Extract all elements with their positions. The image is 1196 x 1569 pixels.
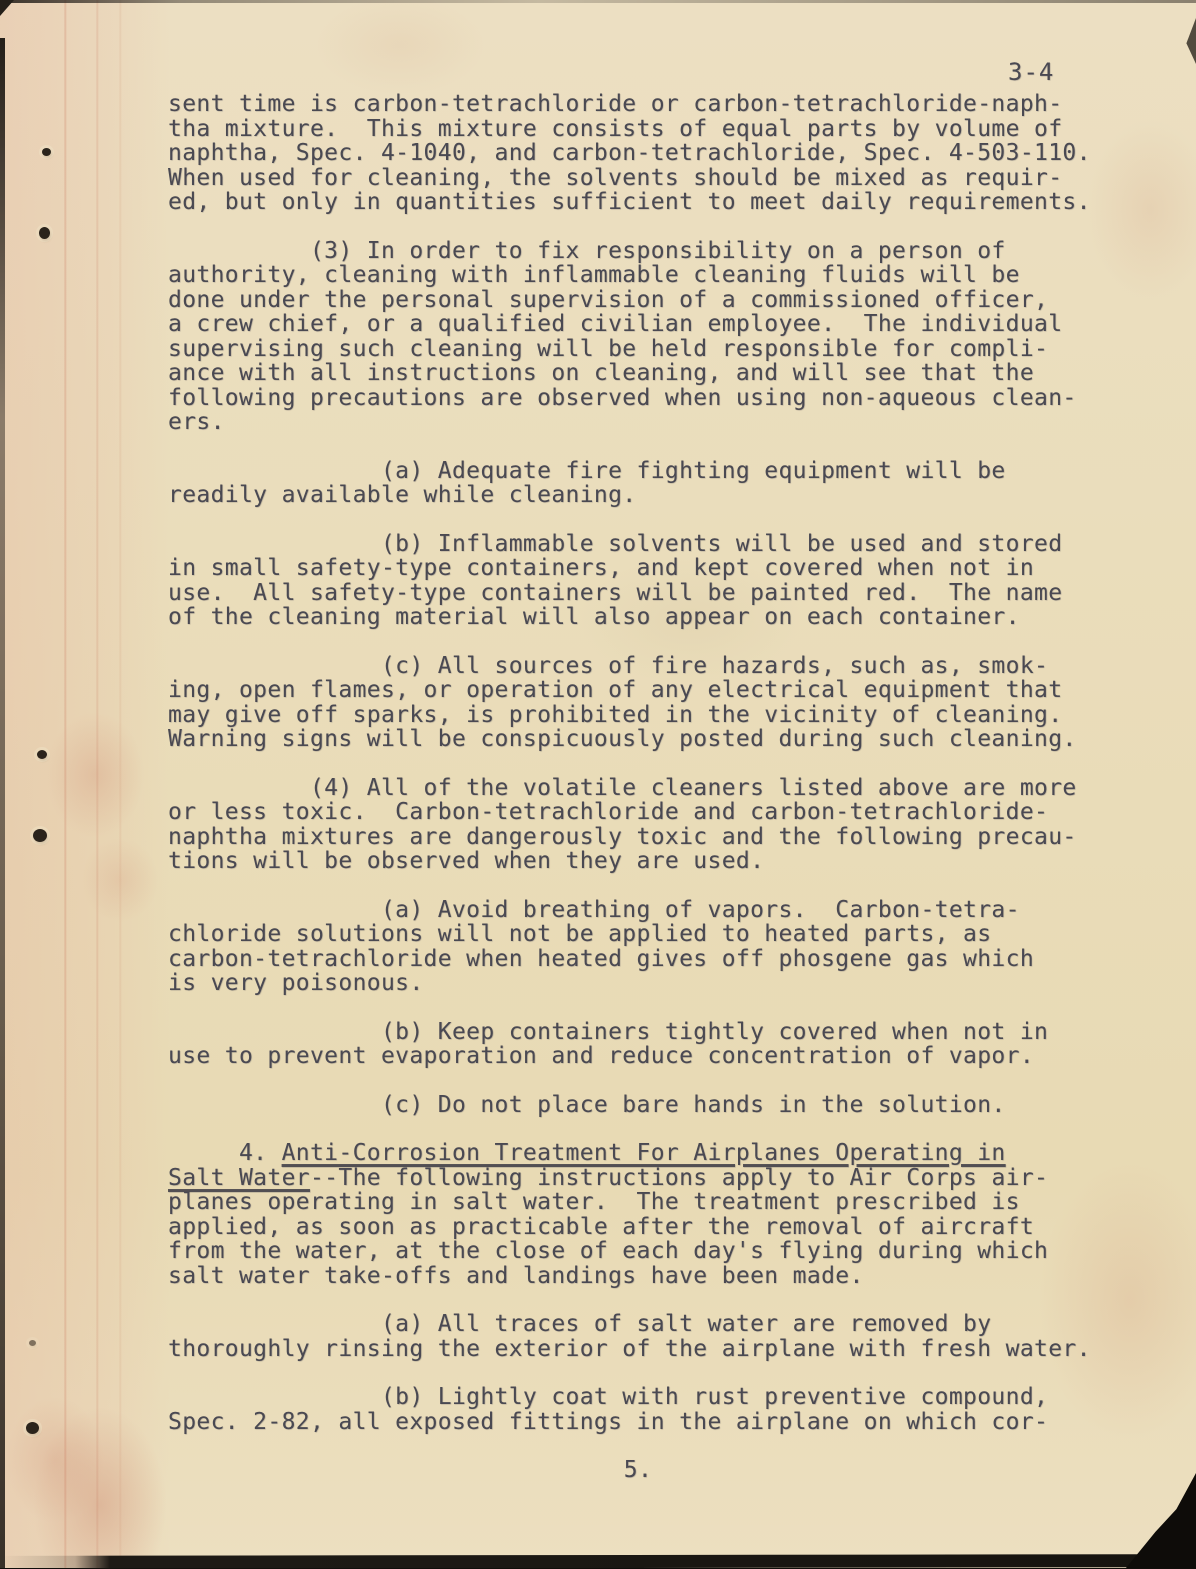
typed-line: ed, but only in quantities sufficient to meet daily requirements. xyxy=(168,189,1091,215)
para-section-4a xyxy=(168,1312,1128,1361)
typed-line: ance with all instructions on cleaning, and will see that the xyxy=(168,360,1035,386)
typed-line: is very poisonous. xyxy=(168,970,424,996)
typed-line: (b) Lightly coat with rust preventive compound, xyxy=(168,1384,1049,1410)
typed-line: supervising such cleaning will be held responsible for compli- xyxy=(168,335,1049,362)
punch-hole xyxy=(37,750,47,759)
typed-line: following precautions are observed when using non-aqueous clean- xyxy=(168,384,1077,411)
scan-edge-left xyxy=(0,38,5,1568)
underlined-heading-text: Anti-Corrosion Treatment For Airplanes Operating in xyxy=(281,1140,1006,1166)
typed-line: (a) Avoid breathing of vapors. Carbon-tetra- xyxy=(168,896,1020,923)
typed-text xyxy=(168,92,1128,1483)
punch-hole xyxy=(29,1340,36,1346)
typed-line: 4. Anti-Corrosion Treatment For Airplanes Operating in xyxy=(168,1140,1006,1166)
punch-hole xyxy=(39,227,50,239)
punch-hole xyxy=(33,829,47,842)
scan-edge-top xyxy=(0,0,1196,3)
typed-line: (c) All sources of fire hazards, such as, smok- xyxy=(168,652,1049,679)
typed-line: planes operating in salt water. The treatment prescribed is xyxy=(168,1189,1020,1215)
typed-line: tions will be observed when they are used. xyxy=(168,848,765,874)
typed-line: from the water, at the close of each day's flying during which xyxy=(168,1238,1049,1264)
typed-line: ing, open flames, or operation of any electrical equipment that xyxy=(168,677,1063,703)
punch-hole xyxy=(42,148,51,156)
typed-line: ers. xyxy=(168,409,225,435)
page-number: 5. xyxy=(623,1457,653,1483)
scan-edge-bottom xyxy=(0,1554,1196,1569)
para-item-4a xyxy=(168,898,1128,996)
typed-line: may give off sparks, is prohibited in the vicinity of cleaning. xyxy=(168,701,1063,728)
typed-line: (b) Keep containers tightly covered when not in xyxy=(168,1018,1049,1045)
typed-line: or less toxic. Carbon-tetrachloride and carbon-tetrachloride- xyxy=(168,799,1049,825)
typed-line: (a) All traces of salt water are removed by xyxy=(168,1311,992,1337)
typed-line: readily available while cleaning. xyxy=(168,482,637,508)
typed-line: Spec. 2-82, all exposed fittings in the airplane on which cor- xyxy=(168,1408,1049,1435)
typed-line: thoroughly rinsing the exterior of the airplane with fresh water. xyxy=(168,1335,1091,1362)
para-item-3b xyxy=(168,532,1128,630)
typed-line: chloride solutions will not be applied to heated parts, as xyxy=(168,921,992,947)
typed-line: naphtha mixtures are dangerously toxic and the following precau- xyxy=(168,823,1077,850)
para-item-3 xyxy=(168,239,1128,435)
typed-line: tha mixture. This mixture consists of equal parts by volume of xyxy=(168,115,1063,142)
typed-line: sent time is carbon-tetrachloride or carbon-tetrachloride-naph- xyxy=(168,91,1063,117)
scan-corner-top-right xyxy=(1184,18,1196,64)
typed-line: Salt Water--The following instructions apply to Air Corps air- xyxy=(168,1164,1049,1191)
para-item-4 xyxy=(168,776,1128,874)
typed-line: carbon-tetrachloride when heated gives off phosgene gas which xyxy=(168,945,1035,972)
underlined-heading-text: Salt Water xyxy=(168,1164,310,1191)
punch-hole xyxy=(26,1422,39,1434)
para-section-4b xyxy=(168,1385,1128,1434)
typed-line: use. All safety-type containers will be painted red. The name xyxy=(168,579,1063,606)
typed-line: naphtha, Spec. 4-1040, and carbon-tetrachloride, Spec. 4-503-110. xyxy=(168,140,1091,166)
scan-corner-top-left xyxy=(0,0,14,16)
para-item-3a xyxy=(168,459,1128,508)
typed-line: When used for cleaning, the solvents should be mixed as requir- xyxy=(168,164,1063,191)
para-item-4b xyxy=(168,1020,1128,1069)
page-ref: 3-4 xyxy=(1008,58,1055,86)
typed-line: applied, as soon as practicable after the removal of aircraft xyxy=(168,1213,1035,1240)
para-section-4-heading xyxy=(168,1141,1128,1288)
typed-line: (b) Inflammable solvents will be used and stored xyxy=(168,530,1063,557)
para-item-4c xyxy=(168,1093,1128,1118)
typed-line: a crew chief, or a qualified civilian employee. The individual xyxy=(168,311,1063,337)
para-continuation xyxy=(168,92,1128,215)
typed-line: (4) All of the volatile cleaners listed above are more xyxy=(168,774,1077,801)
typed-line: (c) Do not place bare hands in the solution. xyxy=(168,1091,1006,1118)
typed-line: (3) In order to fix responsibility on a person of xyxy=(168,237,1006,264)
para-item-3c xyxy=(168,654,1128,752)
typed-line: Warning signs will be conspicuously posted during such cleaning. xyxy=(168,726,1077,752)
typed-line: authority, cleaning with inflammable cleaning fluids will be xyxy=(168,262,1020,288)
typed-line: of the cleaning material will also appear on each container. xyxy=(168,604,1020,630)
typed-line: in small safety-type containers, and kept covered when not in xyxy=(168,555,1035,581)
typed-line: salt water take-offs and landings have been made. xyxy=(168,1262,864,1289)
typed-line: done under the personal supervision of a commissioned officer, xyxy=(168,286,1049,313)
typed-line: use to prevent evaporation and reduce concentration of vapor. xyxy=(168,1043,1035,1069)
typed-line: (a) Adequate fire fighting equipment will be xyxy=(168,457,1006,484)
